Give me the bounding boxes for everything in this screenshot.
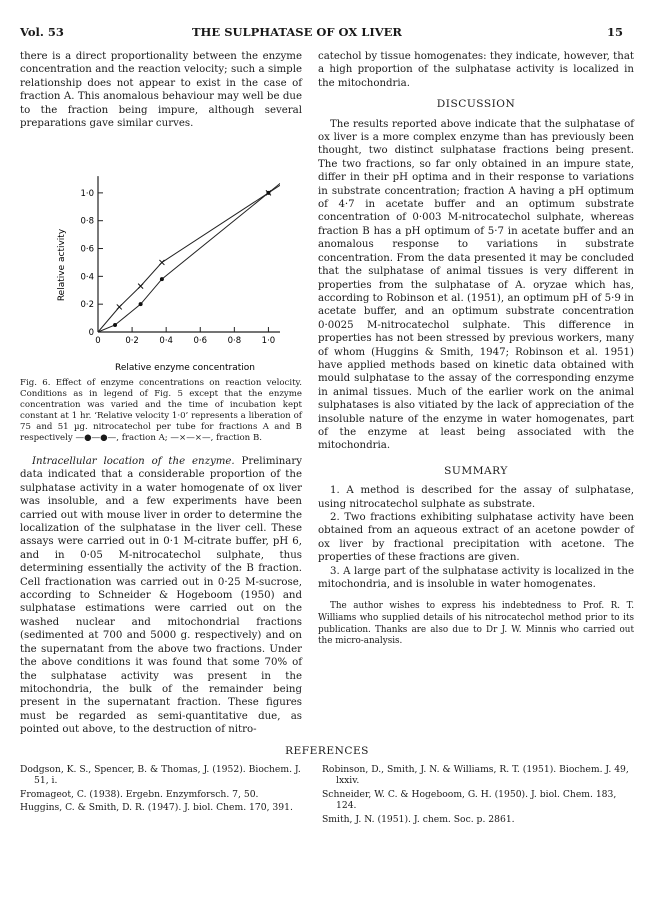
y-tick-label: 0·2 (80, 300, 94, 311)
page-number: 15 (607, 25, 624, 39)
x-tick-label: 1·0 (261, 336, 276, 346)
y-tick-label: 0·8 (80, 216, 94, 227)
figure-6-chart (50, 160, 280, 376)
reference-item: Smith, J. N. (1951). J. chem. Soc. p. 2861. (322, 813, 515, 825)
references-right (322, 764, 634, 827)
reference-item: Robinson, D., Smith, J. N. & Williams, R. T. (1951). Biochem. J. 49, lxxiv. (322, 764, 629, 787)
y-axis-label: Relative activity (57, 228, 67, 302)
x-tick-label: 0·2 (125, 336, 139, 346)
running-title: THE SULPHATASE OF OX LIVER (192, 25, 402, 39)
summary-heading: SUMMARY (444, 464, 508, 477)
reference-item: Schneider, W. C. & Hogeboom, G. H. (1950). J. biol. Chem. 183, 124. (322, 788, 617, 812)
reference-item: Dodgson, K. S., Spencer, B. & Thomas, J. (1952). Biochem. J. 51, i. (20, 764, 301, 787)
series-line-1 (98, 183, 280, 333)
references-heading: REFERENCES (285, 745, 369, 757)
left-paragraph-1: there is a direct proportionality between the enzyme concentration and the reaction velocity; such a simple relationship does not appear to exist in the case of fraction A. This anomalous behaviour may well be due to the fraction being impure, although several preparations gave similar curves. (20, 51, 302, 130)
chart-axes (98, 176, 280, 332)
x-tick-label: 0 (95, 336, 101, 346)
intracellular-heading: Intracellular location of the enzyme. (32, 456, 235, 467)
intracellular-text: Preliminary data indicated that a considerable proportion of the sulphatase activity in a water homogenate of ox liver was insoluble, and a few experiments have been carried out with mouse liver in order to determine the localization of the sulphatase in the liver cell. These assays were carried out in 0·1 M-citrate buffer, pH 6, and in 0·05 M-nitrocatechol sulphate, thus determining essentially the activity of the B fraction. Cell fractionation was carried out in 0·25 M-sucrose, according to Schneider & Hogeboom (1950) and sulphatase estimations were carried out on the washed nuclear and mitochondrial fractions (sedimented at 700 and 5000 g. respectively) and on the supernatant from the above two fractions. Under the above conditions it was found that some 70% of the sulphatase activity was present in the mitochondria, the bulk of the remainder being present in the supernatant fraction. These figures must be regarded as semi-quantitative due, as pointed out above, to the destruction of nitro- (20, 456, 302, 736)
data-point-cross (159, 260, 164, 265)
data-point-dot (113, 323, 117, 327)
y-tick-label: 0·4 (80, 272, 94, 283)
left-column-lower (20, 455, 302, 737)
data-point-dot (139, 302, 143, 306)
y-tick-label: 1·0 (80, 188, 94, 199)
references-left (20, 764, 312, 816)
acknowledgement: The author wishes to express his indebtedness to Prof. R. T. Williams who supplied details of his nitrocatechol method prior to its publication. Thanks are also due to Dr J. W. Minnis who carried out the micro-analysis. (318, 601, 634, 647)
chart-ticks (80, 189, 275, 346)
references-section (20, 745, 634, 762)
data-point-cross (138, 284, 143, 289)
summary-item: 1. A method is described for the assay of sulphatase, using nitrocatechol sulphate as substrate. (318, 485, 634, 510)
y-tick-label: 0·6 (80, 244, 94, 255)
right-paragraph-1: catechol by tissue homogenates: they indicate, however, that a high proportion of the sulphatase activity is localized in the mitochondria. (318, 51, 634, 89)
intracellular-paragraph (20, 455, 302, 737)
y-tick-label: 0 (88, 328, 94, 338)
summary-item: 3. A large part of the sulphatase activity is localized in the mitochondria, and is insoluble in water homogenates. (318, 565, 634, 591)
right-column (318, 50, 634, 648)
discussion-heading: DISCUSSION (436, 98, 516, 111)
summary-item: 2. Two fractions exhibiting sulphatase activity have been obtained from an aqueous extract of an acetone powder of ox liver by fractional precipitation with acetone. The properties of these fractions are given. (318, 512, 634, 564)
x-axis-label: Relative enzyme concentration (115, 363, 255, 373)
left-column (20, 50, 302, 130)
x-tick-label: 0·6 (193, 336, 208, 346)
volume-label: Vol. 53 (20, 25, 64, 39)
chart-lines (98, 183, 280, 333)
series-line-2 (98, 185, 280, 333)
figure-caption: Fig. 6. Effect of enzyme concentrations on reaction velocity. Conditions as in legend of Fig. 5 except that the enzyme concentration was varied and the time of incubation kept constant at 1 hr. ‘Relative velocity 1·0’ represents a liberation of 75 and 51 µg. nitrocatechol per tube for fractions A and B respectively —●—●—, fraction A; —×—×—, fraction B. (20, 378, 302, 443)
data-point-cross (117, 304, 122, 309)
reference-item: Fromageot, C. (1938). Ergebn. Enzymforsch. 7, 50. (20, 788, 259, 800)
discussion-text: The results reported above indicate that the sulphatase of ox liver is a more complex enzyme than has previously been thought, two distinct sulphatase fractions being present. The two fractions, so far only obtained in an impure state, differ in their pH optima and in their response to variations in substrate concentration; fraction A having a pH optimum of 4·7 in acetate buffer and an optimum substrate concentration of 0·003 M-nitrocatechol sulphate, whereas fraction B has a pH optimum of 5·7 in acetate buffer and an anomalous response to variations in substrate concentration. From the data presented it may be concluded that the sulphatase of animal tissues is very different in properties from the sulphatase of A. oryzae which has, according to Robinson et al. (1951), an optimum pH of 5·9 in acetate buffer, and an optimum substrate concentration 0·0025 M-nitrocatechol sulphate. This difference in properties has not been stressed by previous workers, many of whom (Huggins & Smith, 1947; Robinson et al. 1951) have applied methods based on kinetic data obtained with mould sulphatase to the assay of the corresponding enzyme in animal tissues. Much of the earlier work on the animal sulphatases is also vitiated by the lack of appreciation of the insoluble nature of the enzyme in water homogenates, part of the enzyme at least being associated with the mitochondria. (318, 118, 634, 452)
x-tick-label: 0·8 (227, 336, 242, 346)
reference-item: Huggins, C. & Smith, D. R. (1947). J. biol. Chem. 170, 391. (20, 802, 293, 814)
data-point-dot (160, 277, 164, 281)
x-tick-label: 0·4 (159, 336, 173, 346)
